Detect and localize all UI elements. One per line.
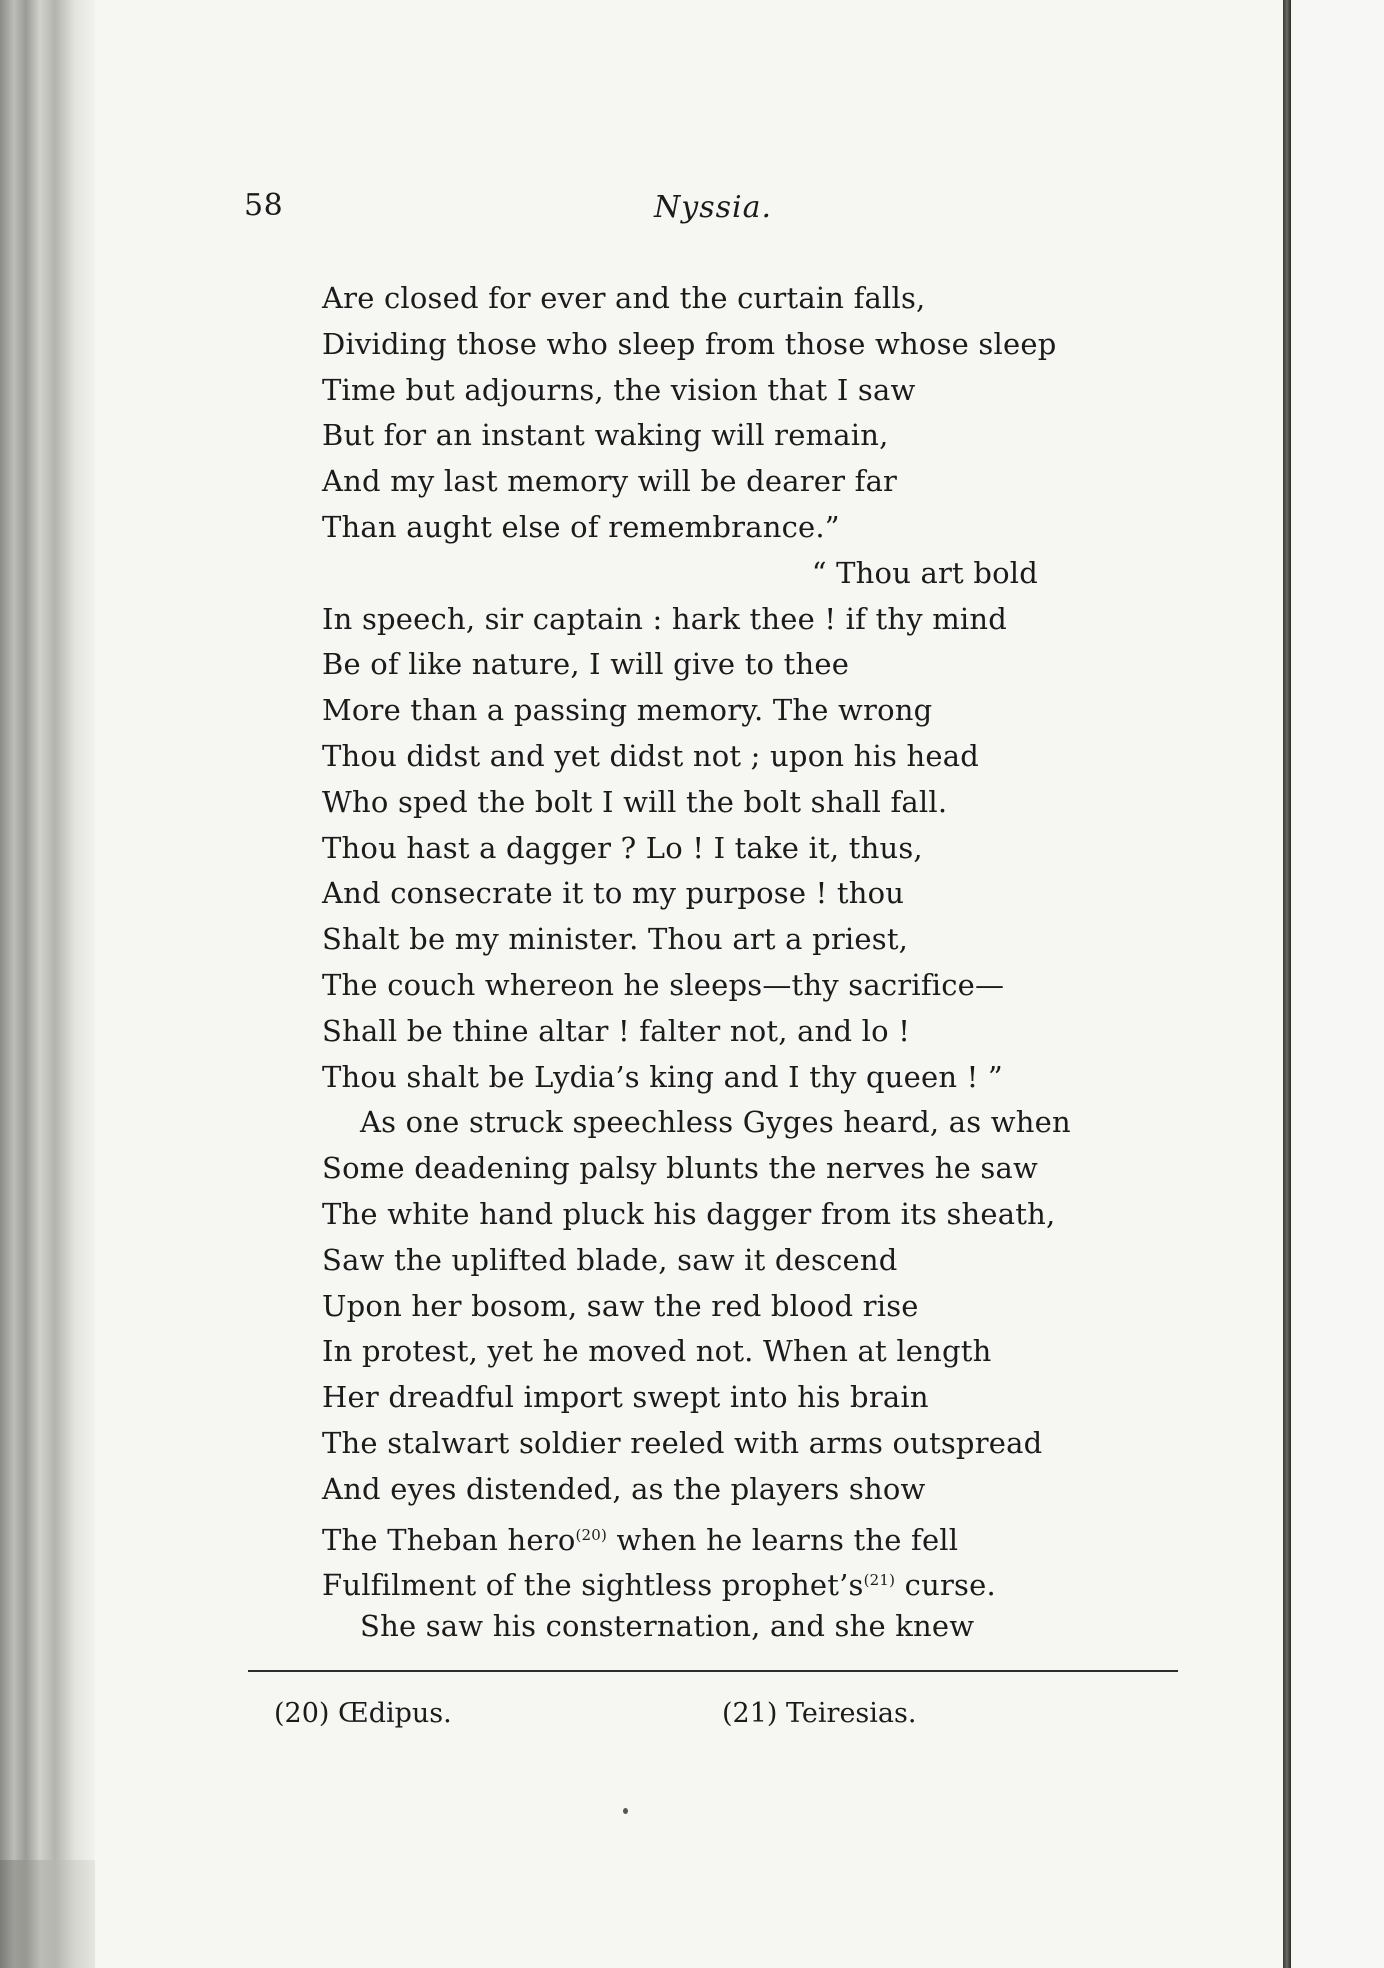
poem-line: Saw the uplifted blade, saw it descend	[322, 1242, 898, 1277]
footnote-rule	[248, 1670, 1178, 1672]
poem-line: More than a passing memory. The wrong	[322, 693, 933, 728]
line-text: The Theban hero	[322, 1522, 576, 1557]
poem-line: Some deadening palsy blunts the nerves he saw	[322, 1151, 1039, 1186]
line-text: Fulfilment of the sightless prophet’s	[322, 1568, 864, 1603]
poem-line: Time but adjourns, the vision that I saw	[322, 372, 916, 407]
footnote-ref: (20)	[575, 1525, 608, 1544]
poem-line: Her dreadful import swept into his brain	[322, 1380, 929, 1415]
poem-line: Shall be thine altar ! falter not, and lo !	[322, 1013, 911, 1048]
poem-line: In speech, sir captain : hark thee ! if thy mind	[322, 601, 1008, 636]
poem-line-with-footnote	[322, 1558, 1122, 1604]
footnote-20: (20) Œdipus.	[274, 1698, 452, 1729]
footnote-21: (21) Teiresias.	[722, 1698, 917, 1729]
poem-line: Thou hast a dagger ? Lo ! I take it, thus,	[322, 830, 923, 865]
poem-line: The white hand pluck his dagger from its sheath,	[322, 1196, 1056, 1231]
poem-line: She saw his consternation, and she knew	[360, 1609, 975, 1644]
poem-line: As one struck speechless Gyges heard, as when	[360, 1105, 1071, 1140]
poem-line: But for an instant waking will remain,	[322, 418, 889, 453]
line-text: when he learns the fell	[607, 1522, 959, 1557]
poem-line: And eyes distended, as the players show	[322, 1471, 926, 1506]
running-title: Nyssia.	[654, 190, 773, 225]
poem-line: Shalt be my minister. Thou art a priest,	[322, 922, 909, 957]
book-gutter	[0, 0, 95, 1968]
poem-line: Than aught else of remembrance.”	[322, 509, 840, 544]
poem-line: Who sped the bolt I will the bolt shall fall.	[322, 784, 948, 819]
poem-line: Thou didst and yet didst not ; upon his head	[322, 738, 979, 773]
poem-line: The stalwart soldier reeled with arms outspread	[322, 1425, 1043, 1460]
page-edge	[1283, 0, 1291, 1968]
page-number: 58	[244, 188, 284, 223]
poem-line: And consecrate it to my purpose ! thou	[322, 876, 905, 911]
poem-line: And my last memory will be dearer far	[322, 464, 898, 499]
footnote-ref: (21)	[863, 1571, 896, 1590]
poem-line-with-footnote	[322, 1513, 1122, 1559]
poem-line: Be of like nature, I will give to thee	[322, 647, 850, 682]
poem-line: Dividing those who sleep from those whose sleep	[322, 326, 1057, 361]
poem-line: Thou shalt be Lydia’s king and I thy queen ! ”	[322, 1059, 1003, 1094]
line-text: curse.	[895, 1568, 996, 1603]
poem-line: The couch whereon he sleeps—thy sacrifice—	[322, 967, 1005, 1002]
poem-line: In protest, yet he moved not. When at length	[322, 1334, 992, 1369]
poem-line: Upon her bosom, saw the red blood rise	[322, 1288, 919, 1323]
poem-line: Are closed for ever and the curtain falls,	[322, 281, 926, 315]
margin-background	[1291, 0, 1384, 1968]
poem-line: “ Thou art bold	[811, 555, 1038, 590]
poem-text	[322, 276, 1122, 1650]
ink-speck	[623, 1808, 628, 1814]
